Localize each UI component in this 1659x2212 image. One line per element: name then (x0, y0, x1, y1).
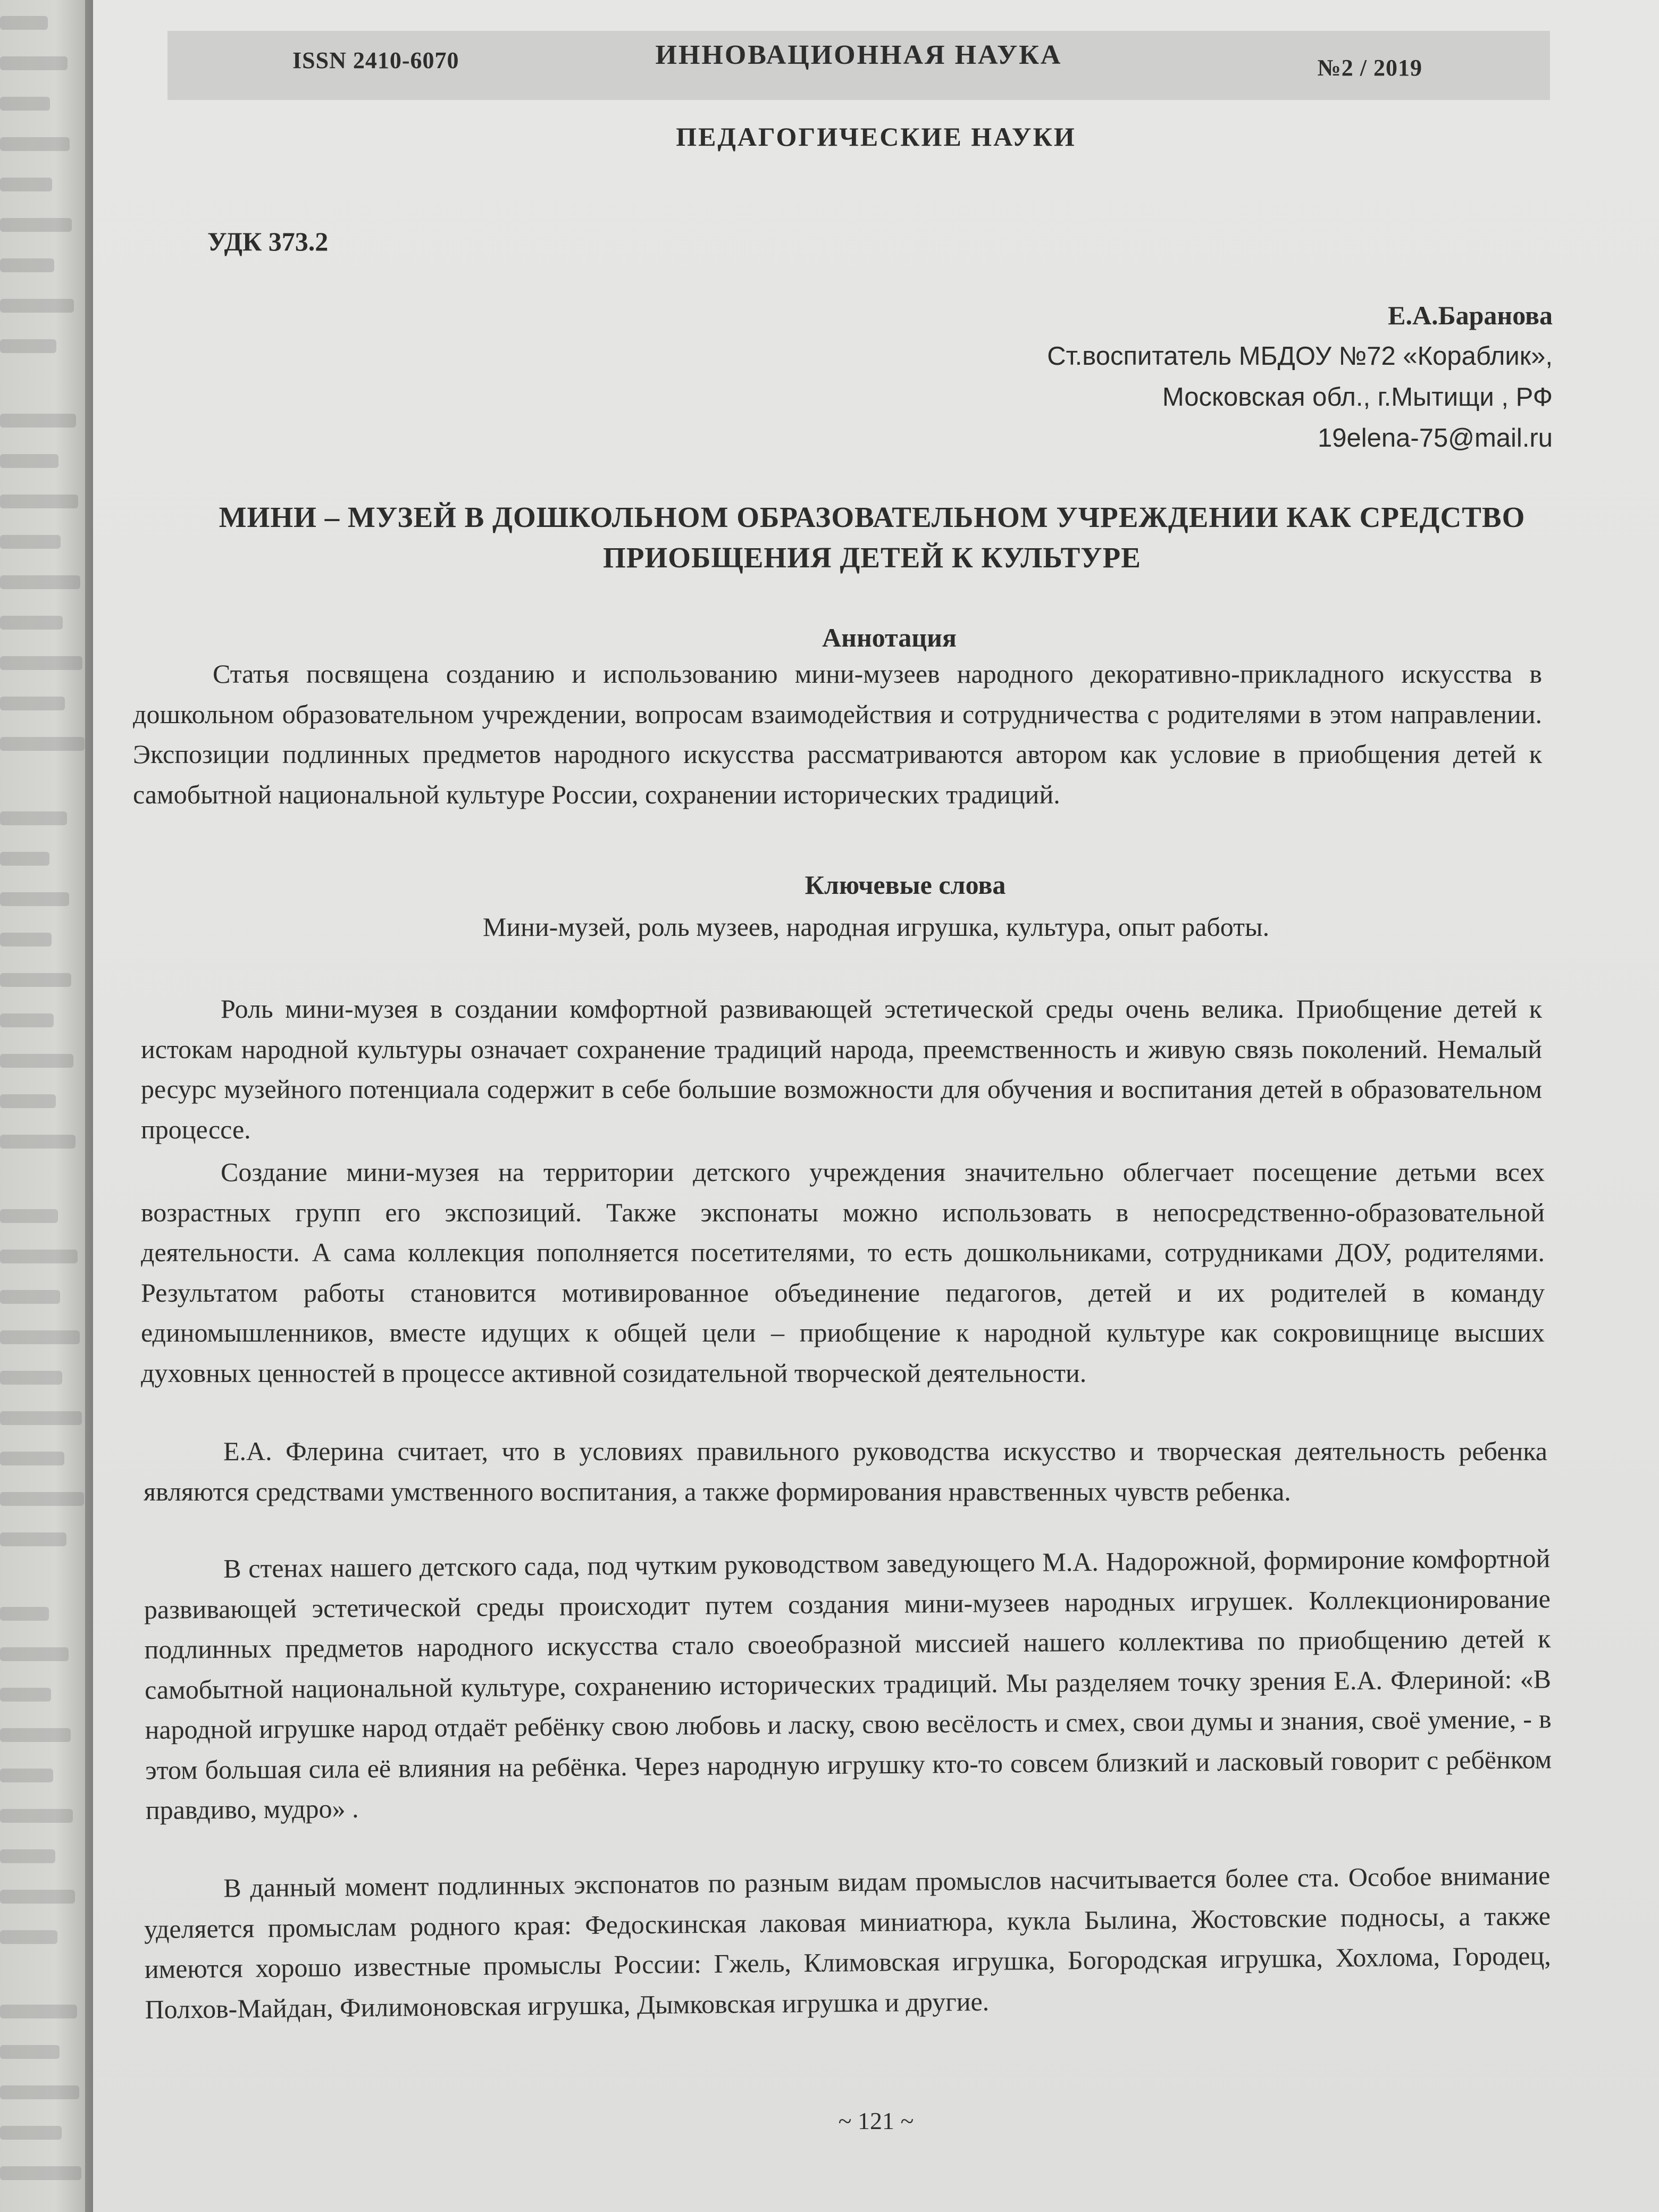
adjacent-text-line (0, 1809, 73, 1823)
adjacent-text-line (0, 1054, 73, 1068)
adjacent-text-line (0, 1607, 49, 1621)
section-heading: ПЕДАГОГИЧЕСКИЕ НАУКИ (676, 122, 1076, 152)
adjacent-text-line (0, 575, 80, 589)
adjacent-text-line (0, 218, 72, 232)
udk-code: УДК 373.2 (207, 227, 329, 256)
adjacent-text-line (0, 737, 85, 751)
header-issn: ISSN 2410-6070 (292, 47, 459, 73)
annotation-text: Статья посвящена созданию и использованию мини-музеев народного декоративно-прикладного искусства в дошкольном образовательном учреждении, вопросам взаимодействия и сотрудничества с родителями в этом направлении. Экспозиции подлинных предметов народного искусства рассматриваются автором как условие в приобщения детей к самобытной национальной культуре России, сохранении исторических традиций. (133, 659, 1542, 809)
adjacent-text-line (0, 1290, 60, 1304)
author-name: Е.А.Баранова (1388, 300, 1553, 330)
adjacent-text-line (0, 1250, 78, 1263)
annotation-heading: Аннотация (822, 623, 957, 652)
adjacent-text-line (0, 1411, 82, 1425)
adjacent-text-line (0, 1094, 56, 1108)
adjacent-text-line (0, 1371, 62, 1385)
adjacent-text-line (0, 1849, 55, 1863)
body-paragraph: Создание мини-музея на территории детского учреждения значительно облегчает посещение детьми всех возрастных групп его экспозиций. Также экспонаты можно использовать в непосредственно-образовательной деятельности. А сама коллекция пополняется посетителями, то есть дошкольниками, сотрудниками ДОУ, родителями. Результатом работы становится мотивированное объединение педагогов, детей и их родителей в команду единомышленников, вместе идущих к общей цели – приобщение к народной культуре как сокровищнице высших духовных ценностей в процессе активной созидательной творческой деятельности. (141, 1157, 1545, 1388)
author-block (1047, 295, 1553, 459)
adjacent-text-line (0, 1330, 80, 1344)
body-paragraph: Е.А. Флерина считает, что в условиях правильного руководства искусство и творческая деятельность ребенка являются средствами умственного воспитания, а также формирования нравственных чувств ребенка. (144, 1436, 1547, 1506)
adjacent-text-line (0, 933, 52, 946)
adjacent-text-line (0, 811, 67, 825)
adjacent-text-line (0, 495, 78, 508)
page-number: ~ 121 ~ (838, 2107, 914, 2134)
adjacent-page-edge (0, 0, 93, 2212)
author-position: Ст.воспитатель МБДОУ №72 «Кораблик», (1047, 342, 1553, 371)
adjacent-text-line (0, 339, 56, 353)
adjacent-text-line (0, 616, 63, 630)
author-email: 19elena-75@mail.ru (1318, 424, 1553, 453)
adjacent-text-line (0, 137, 70, 151)
adjacent-text-line (0, 1492, 84, 1506)
adjacent-text-line (0, 299, 74, 313)
adjacent-text-line (0, 892, 69, 906)
keywords-heading: Ключевые слова (805, 870, 1006, 900)
adjacent-text-line (0, 1209, 58, 1223)
adjacent-text-line (0, 97, 50, 111)
running-header (167, 31, 1550, 100)
adjacent-text-line (0, 178, 52, 191)
adjacent-text-line (0, 454, 58, 468)
adjacent-text-line (0, 16, 48, 30)
adjacent-text-line (0, 1930, 57, 1944)
adjacent-text-line (0, 973, 71, 987)
header-journal-title: ИННОВАЦИОННАЯ НАУКА (655, 40, 1062, 70)
adjacent-text-line (0, 656, 82, 670)
adjacent-text-line (0, 2166, 81, 2180)
adjacent-text-line (0, 1013, 54, 1027)
body-paragraph: В данный момент подлинных экспонатов по разным видам промыслов насчитывается более ста. Особое внимание уделяется промыслам родного края: Федоскинская лаковая миниатюра, кукла Былина, Жостовские подносы, а также имеются хорошо известные промыслы России: Гжель, Климовская игрушка, Богородская игрушка, Хохлома, Городец, Полхов-Майдан, Филимоновская игрушка, Дымковская игрушка и другие. (144, 1860, 1551, 2024)
adjacent-text-line (0, 697, 65, 710)
adjacent-page-text-lines (0, 0, 93, 2212)
adjacent-text-line (0, 1452, 64, 1465)
keywords-text: Мини-музей, роль музеев, народная игрушка, культура, опыт работы. (482, 912, 1270, 942)
adjacent-text-line (0, 1769, 53, 1782)
adjacent-text-line (0, 2045, 60, 2059)
adjacent-text-line (0, 258, 54, 272)
document-page (93, 0, 1659, 2212)
author-location: Московская обл., г.Мытищи , РФ (1162, 383, 1553, 412)
adjacent-text-line (0, 1647, 69, 1661)
adjacent-text-line (0, 1532, 66, 1546)
adjacent-text-line (0, 414, 76, 428)
adjacent-text-line (0, 1135, 76, 1149)
adjacent-text-line (0, 2085, 79, 2099)
adjacent-text-line (0, 1688, 51, 1702)
body-paragraph: Роль мини-музея в создании комфортной развивающей эстетической среды очень велика. Приобщение детей к истокам народной культуры означает сохранение традиций народа, преемственность и живую связь поколений. Немалый ресурс музейного потенциала содержит в себе большие возможности для обучения и воспитания детей в образовательном процессе. (141, 994, 1542, 1144)
adjacent-text-line (0, 852, 49, 866)
adjacent-text-line (0, 1890, 75, 1904)
adjacent-text-line (0, 2126, 62, 2140)
article-title: МИНИ – МУЗЕЙ В ДОШКОЛЬНОМ ОБРАЗОВАТЕЛЬНОМ УЧРЕЖДЕНИИ КАК СРЕДСТВО ПРИОБЩЕНИЯ ДЕТЕЙ К КУЛЬТУРЕ (219, 501, 1526, 574)
adjacent-text-line (0, 2005, 77, 2018)
body-paragraph: В стенах нашего детского сада, под чутким руководством заведующего М.А. Надорожной, формироние комфортной развивающей эстетической среды происходит путем создания мини-музеев народных игрушек. Коллекционирование подлинных предметов народного искусства стало своеобразной миссией нашего коллектива по приобщению детей к самобытной национальной культуре, сохранению исторических традиций. Мы разделяем точку зрения Е.А. Флериной: «В народной игрушке народ отдаёт ребёнку свою любовь и ласку, свою весёлость и смех, свои думы и знания, своё умение, - в этом большая сила её влияния на ребёнка. Через народную игрушку кто-то совсем близкий и ласковый говорит с ребёнком правдиво, мудро» . (144, 1543, 1552, 1825)
header-issue-number: №2 / 2019 (1317, 55, 1422, 81)
adjacent-text-line (0, 1728, 71, 1742)
adjacent-text-line (0, 535, 61, 549)
adjacent-text-line (0, 56, 68, 70)
binding-gutter-shadow (85, 0, 93, 2212)
